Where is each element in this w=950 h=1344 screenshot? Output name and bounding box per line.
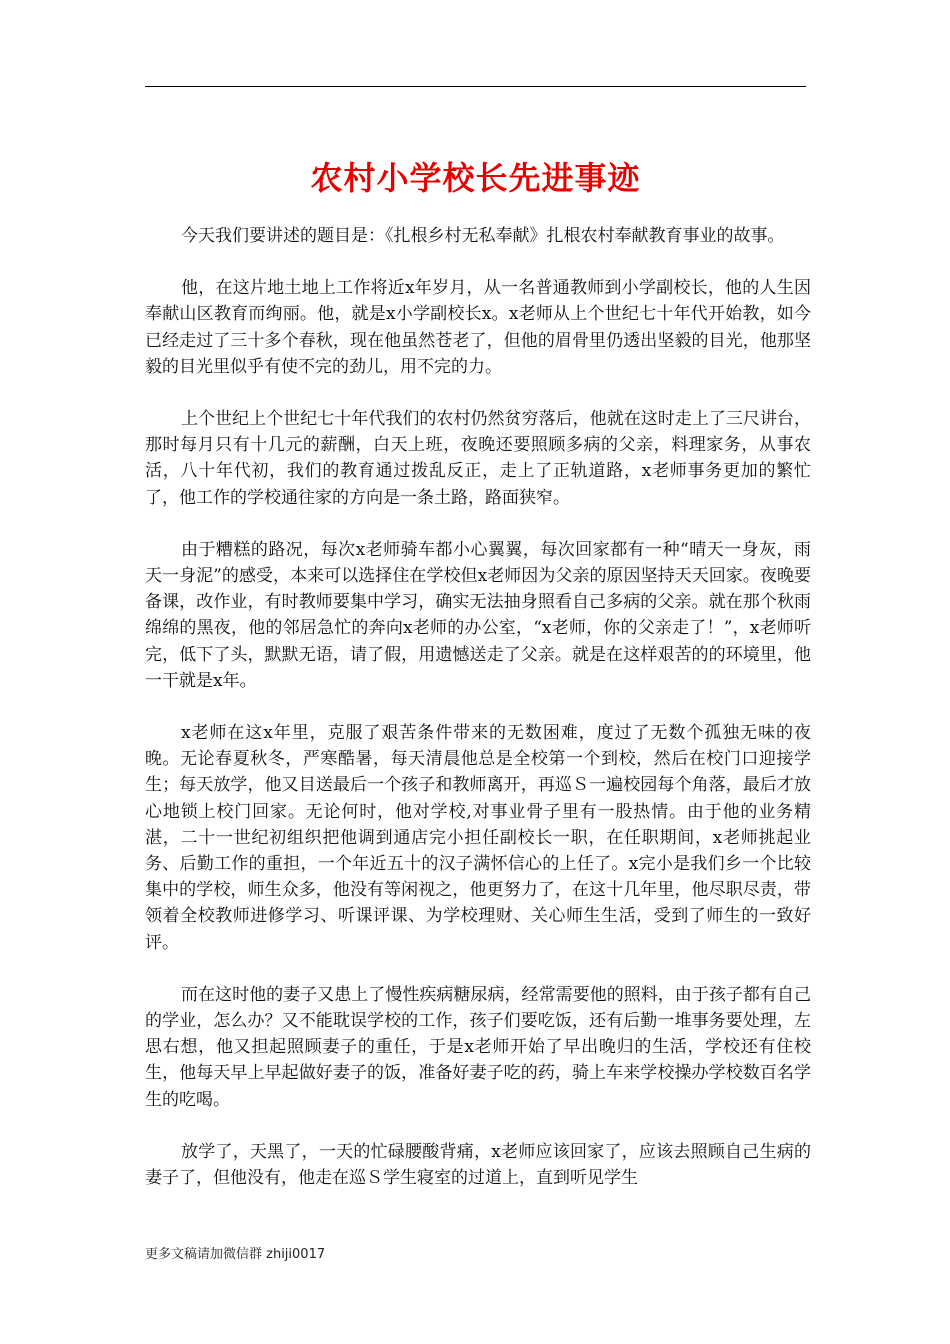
- header-rule: [145, 86, 806, 87]
- paragraph-4: 由于糟糕的路况，每次x老师骑车都小心翼翼，每次回家都有一种“晴天一身灰，雨天一身泥”的感受，本来可以选择住在学校但x老师因为父亲的原因坚持天天回家。夜晚要备课，改作业，有时教师要集中学习，确实无法抽身照看自己多病的父亲。就在那个秋雨绵绵的黑夜，他的邻居急忙的奔向x老师的办公室，“x老师，你的父亲走了！”，x老师听完，低下了头，默默无语，请了假，用遗憾送走了父亲。就是在这样艰苦的的环境里，他一干就是x年。: [145, 539, 811, 691]
- paragraph-1: 今天我们要讲述的题目是：《扎根乡村无私奉献》扎根农村奉献教育事业的故事。: [181, 226, 785, 246]
- paragraph-3: 上个世纪上个世纪七十年代我们的农村仍然贫穷落后，他就在这时走上了三尺讲台，那时每月只有十几元的薪酬，白天上班，夜晚还要照顾多病的父亲，料理家务，从事农活，八十年代初，我们的教育通过拨乱反正，走上了正轨道路，x老师事务更加的繁忙了，他工作的学校通往家的方向是一条土路，路面狭窄。: [145, 409, 811, 508]
- paragraph-6: 而在这时他的妻子又患上了慢性疾病糖尿病，经常需要他的照料，由于孩子都有自己的学业，怎么办？又不能耽误学校的工作，孩子们要吃饭，还有后勤一堆事务要处理，左思右想，他又担起照顾妻子的重任，于是x老师开始了早出晚归的生活，学校还有住校生，他每天早上早起做好妻子的饭，准备好妻子吃的药，骑上车来学校操办学校数百名学生的吃喝。: [145, 984, 811, 1110]
- document-body: [145, 223, 811, 1217]
- document-title: 农村小学校长先进事迹: [310, 159, 641, 197]
- footer-note: 更多文稿请加微信群 zhiji0017: [145, 1247, 326, 1262]
- paragraph-5: x老师在这x年里，克服了艰苦条件带来的无数困难，度过了无数个孤独无味的夜晚。无论春夏秋冬，严寒酷暑，每天清晨他总是全校第一个到校，然后在校门口迎接学生；每天放学，他又目送最后一个孩子和教师离开，再巡Ｓ一遍校园每个角落，最后才放心地锁上校门回家。无论何时，他对学校,对事业骨子里有一股热情。由于他的业务精湛，二十一世纪初组织把他调到通店完小担任副校长一职，在任职期间，x老师挑起业务、后勤工作的重担，一个年近五十的汉子满怀信心的上任了。x完小是我们乡一个比较集中的学校，师生众多，他没有等闲视之，他更努力了，在这十几年里，他尽职尽责，带领着全校教师进修学习、听课评课、为学校理财、关心师生生活，受到了师生的一致好评。: [145, 723, 811, 953]
- paragraph-7: 放学了，天黑了，一天的忙碌腰酸背痛，x老师应该回家了，应该去照顾自己生病的妻子了，但他没有，他走在巡Ｓ学生寝室的过道上，直到听见学生: [145, 1141, 811, 1189]
- paragraph-2: 他，在这片地土地上工作将近x年岁月，从一名普通教师到小学副校长，他的人生因奉献山区教育而绚丽。他，就是x小学副校长x。x老师从上个世纪七十年代开始教，如今已经走过了三十多个春秋，现在他虽然苍老了，但他的眉骨里仍透出坚毅的目光，他那坚毅的目光里似乎有使不完的劲儿，用不完的力。: [145, 278, 811, 377]
